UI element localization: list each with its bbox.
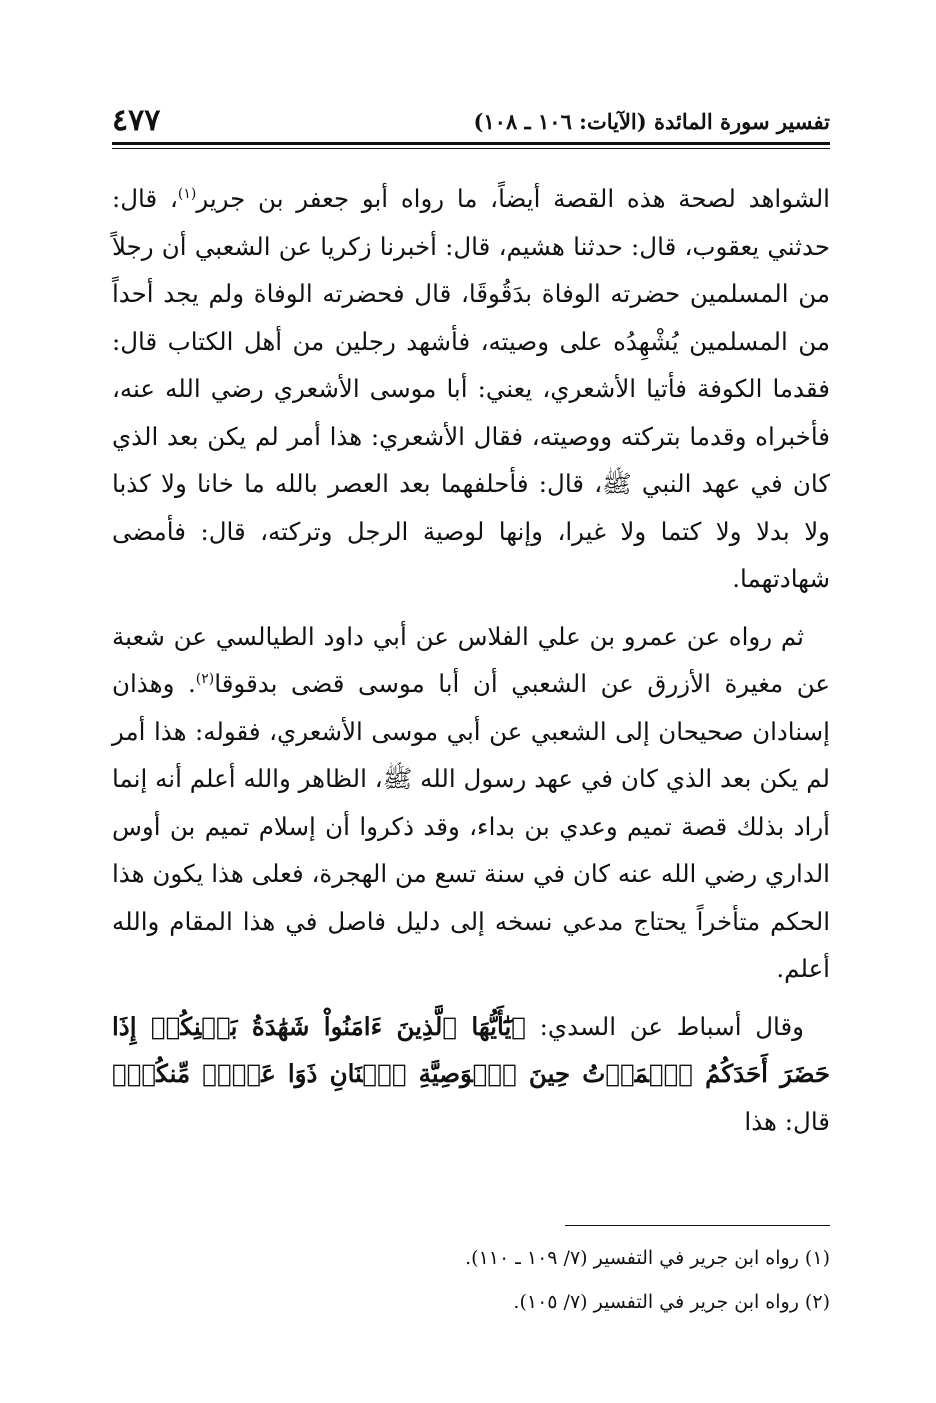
paragraph-text: . وهذان إسنادان صحيحان إلى الشعبي عن أبي موسى الأشعري، فقوله: هذا أمر لم يكن بعد الذي كان في عهد رسول الله ﷺ، الظاهر والله أعلم أنه إنما أراد بذلك قصة تميم وعدي بن بداء، وقد ذكروا أن إسلام تميم بن أوس الداري رضي الله عنه كان في سنة تسع من الهجرة، فعلى هذا يكون هذا الحكم متأخراً يحتاج مدعي نسخه إلى دليل فاصل في هذا المقام والله أعلم. [112,669,830,983]
footnote-ref-2: (٢) [195,670,215,687]
main-text [112,175,830,1145]
footnote-2: (٢) رواه ابن جرير في التفسير (٧/ ١٠٥). [513,1291,830,1313]
page-number: ٤٧٧ [112,103,161,138]
book-page [112,96,830,1346]
paragraph-text: ، قال: حدثني يعقوب، قال: حدثنا هشيم، قال: أخبرنا زكريا عن الشعبي أن رجلاً من المسلمين حضرته الوفاة بدَقُوقَا، قال فحضرته الوفاة ولم يجد أحداً من المسلمين يُشْهِدُه على وصيته، فأشهد رجلين من أهل الكتاب قال: فقدما الكوفة فأتيا الأشعري، يعني: أبا موسى الأشعري رضي الله عنه، فأخبراه وقدما بتركته ووصيته، فقال الأشعري: هذا أمر لم يكن بعد الذي كان في عهد النبي ﷺ، قال: فأحلفهما بعد العصر بالله ما خانا ولا كذبا ولا بدلا ولا كتما ولا غيرا، وإنها لوصية الرجل وتركته، قال: فأمضى شهادتهما. [112,184,830,593]
footnote-1: (١) رواه ابن جرير في التفسير (٧/ ١٠٩ ـ ١١٠). [465,1247,830,1269]
paragraph-text: قال: هذا [744,1106,830,1136]
paragraph-3 [112,1003,830,1146]
header-rule-thick [112,142,830,145]
paragraph-2 [112,613,830,993]
footnote-ref-1: (١) [177,185,197,202]
paragraph-1 [112,175,830,603]
paragraph-text: ثم رواه عن عمرو بن علي الفلاس عن أبي داود الطيالسي عن شعبة عن مغيرة الأزرق عن الشعبي أن أبا موسى قضى بدقوقا [112,621,830,698]
page-header [112,96,830,140]
paragraph-text: الشواهد لصحة هذه القصة أيضاً، ما رواه أبو جعفر بن جرير [196,184,830,213]
running-title: تفسير سورة المائدة (الآيات: ١٠٦ ـ ١٠٨) [473,109,830,134]
header-rule-thin [112,148,830,149]
quran-verse: ﴿يَٰٓأَيُّهَا ٱلَّذِينَ ءَامَنُواْ شَهَٰدَةُ بَيۡنِكُمۡ إِذَا حَضَرَ أَحَدَكُمُ ٱلۡمَوۡتُ حِينَ ٱلۡوَصِيَّةِ ٱثۡنَانِ ذَوَا عَدۡلٖ مِّنكُمۡ﴾ [112,1011,830,1088]
footnotes [112,1236,830,1324]
footnote-separator [565,1225,830,1226]
paragraph-text: وقال أسباط عن السدي: [526,1011,805,1041]
